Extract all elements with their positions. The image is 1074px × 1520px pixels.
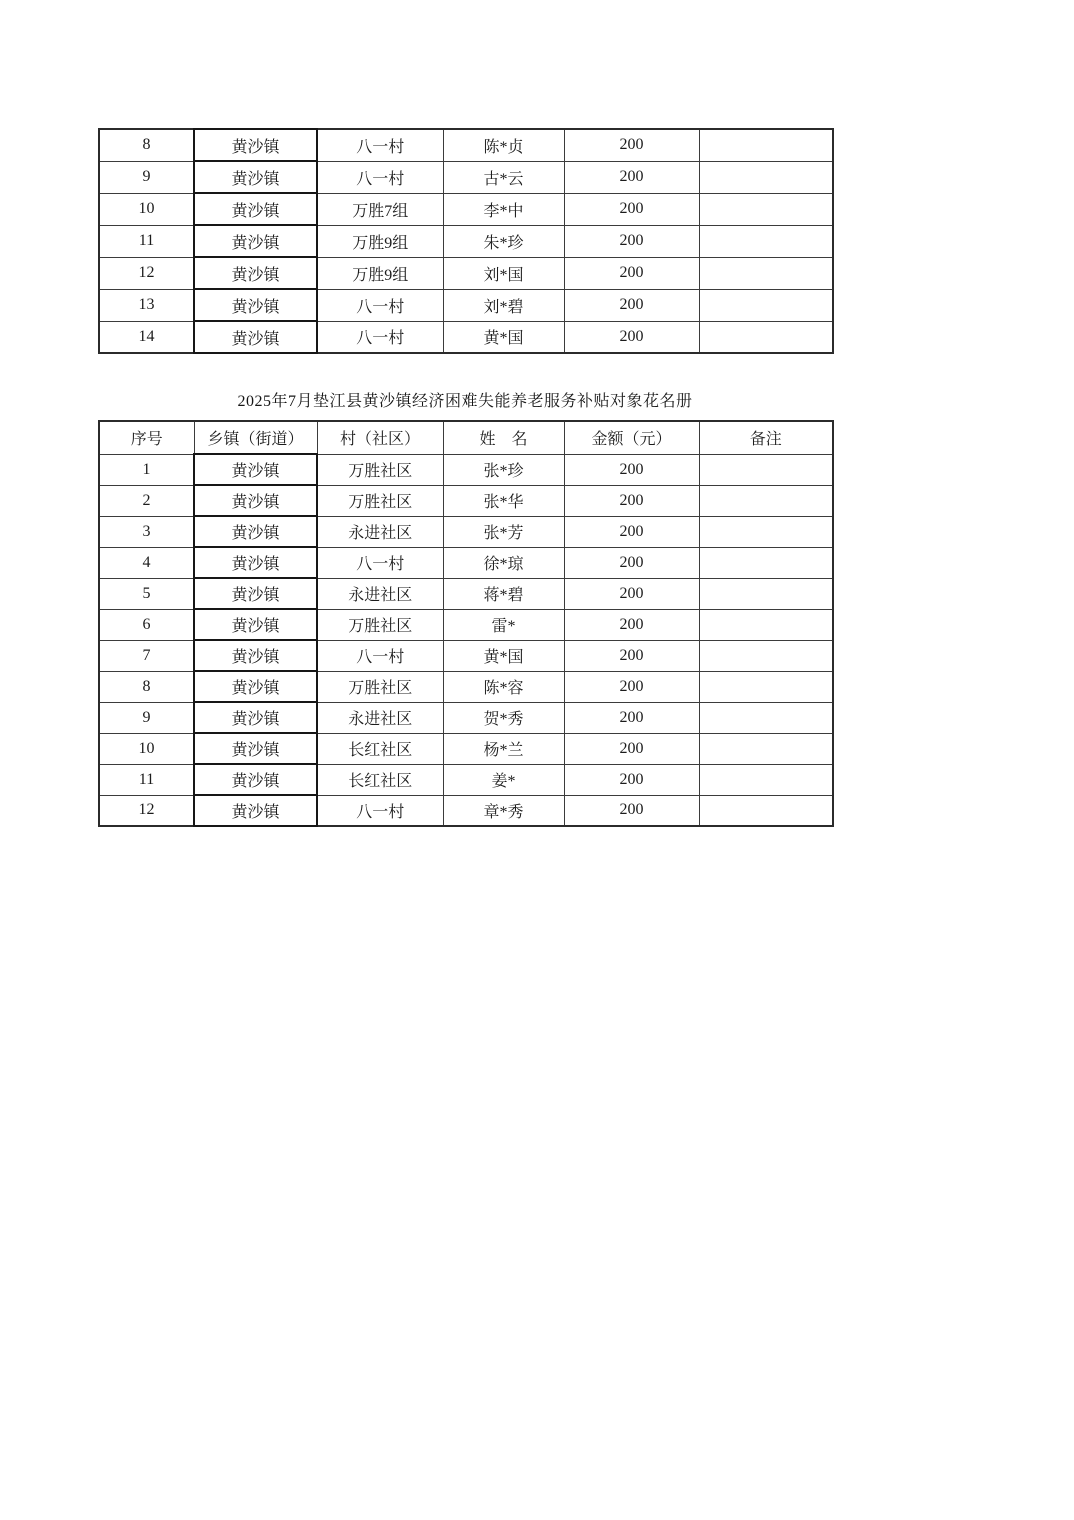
cell-town: 黄沙镇 [194, 225, 317, 257]
cell-town: 黄沙镇 [194, 193, 317, 225]
cell-remark [699, 578, 833, 609]
cell-amount: 200 [564, 547, 699, 578]
cell-name: 李*中 [443, 193, 564, 225]
cell-seq: 8 [99, 671, 194, 702]
cell-seq: 11 [99, 764, 194, 795]
cell-town: 黄沙镇 [194, 321, 317, 353]
cell-town: 黄沙镇 [194, 702, 317, 733]
cell-seq: 12 [99, 257, 194, 289]
cell-remark [699, 609, 833, 640]
cell-amount: 200 [564, 289, 699, 321]
cell-remark [699, 795, 833, 826]
cell-village: 八一村 [317, 161, 443, 193]
cell-town: 黄沙镇 [194, 671, 317, 702]
table-row [99, 578, 833, 609]
header-cell-remark: 备注 [699, 421, 833, 454]
cell-village: 八一村 [317, 129, 443, 161]
cell-remark [699, 129, 833, 161]
table-row [99, 516, 833, 547]
cell-remark [699, 321, 833, 353]
cell-town: 黄沙镇 [194, 454, 317, 485]
cell-amount: 200 [564, 795, 699, 826]
document-content [98, 128, 834, 827]
cell-seq: 1 [99, 454, 194, 485]
table-row [99, 640, 833, 671]
cell-village: 长红社区 [317, 764, 443, 795]
cell-remark [699, 454, 833, 485]
cell-amount: 200 [564, 516, 699, 547]
roster-table [98, 420, 834, 827]
cell-amount: 200 [564, 671, 699, 702]
header-cell-town: 乡镇（街道） [194, 421, 317, 454]
cell-amount: 200 [564, 129, 699, 161]
cell-seq: 14 [99, 321, 194, 353]
cell-seq: 2 [99, 485, 194, 516]
cell-name: 雷* [443, 609, 564, 640]
cell-town: 黄沙镇 [194, 257, 317, 289]
cell-amount: 200 [564, 485, 699, 516]
cell-village: 八一村 [317, 795, 443, 826]
header-cell-seq: 序号 [99, 421, 194, 454]
cell-remark [699, 161, 833, 193]
roster-table-continuation [98, 128, 834, 354]
cell-town: 黄沙镇 [194, 547, 317, 578]
cell-amount: 200 [564, 578, 699, 609]
cell-town: 黄沙镇 [194, 578, 317, 609]
header-cell-village: 村（社区） [317, 421, 443, 454]
table-row [99, 257, 833, 289]
cell-seq: 12 [99, 795, 194, 826]
cell-village: 八一村 [317, 289, 443, 321]
cell-seq: 13 [99, 289, 194, 321]
cell-remark [699, 289, 833, 321]
cell-seq: 9 [99, 702, 194, 733]
cell-town: 黄沙镇 [194, 485, 317, 516]
cell-seq: 11 [99, 225, 194, 257]
cell-village: 永进社区 [317, 516, 443, 547]
cell-name: 陈*贞 [443, 129, 564, 161]
table-row [99, 454, 833, 485]
cell-seq: 3 [99, 516, 194, 547]
table-row [99, 321, 833, 353]
cell-village: 八一村 [317, 547, 443, 578]
cell-village: 八一村 [317, 640, 443, 671]
table-row [99, 225, 833, 257]
table-header-row [99, 421, 833, 454]
cell-remark [699, 516, 833, 547]
cell-name: 黄*国 [443, 640, 564, 671]
table-row [99, 485, 833, 516]
cell-remark [699, 225, 833, 257]
cell-amount: 200 [564, 321, 699, 353]
cell-amount: 200 [564, 193, 699, 225]
cell-name: 蒋*碧 [443, 578, 564, 609]
cell-town: 黄沙镇 [194, 733, 317, 764]
cell-village: 八一村 [317, 321, 443, 353]
cell-remark [699, 257, 833, 289]
roster-title: 2025年7月垫江县黄沙镇经济困难失能养老服务补贴对象花名册 [237, 393, 693, 410]
cell-seq: 7 [99, 640, 194, 671]
table-row [99, 764, 833, 795]
table-row [99, 671, 833, 702]
cell-amount: 200 [564, 733, 699, 764]
header-cell-name: 姓 名 [443, 421, 564, 454]
cell-village: 万胜社区 [317, 454, 443, 485]
roster-table-head [99, 421, 833, 454]
cell-seq: 8 [99, 129, 194, 161]
cell-remark [699, 640, 833, 671]
cell-name: 黄*国 [443, 321, 564, 353]
cell-town: 黄沙镇 [194, 795, 317, 826]
table-row [99, 193, 833, 225]
cell-name: 朱*珍 [443, 225, 564, 257]
cell-name: 张*华 [443, 485, 564, 516]
cell-town: 黄沙镇 [194, 764, 317, 795]
cell-name: 杨*兰 [443, 733, 564, 764]
cell-remark [699, 733, 833, 764]
cell-town: 黄沙镇 [194, 609, 317, 640]
cell-amount: 200 [564, 764, 699, 795]
cell-amount: 200 [564, 454, 699, 485]
cell-town: 黄沙镇 [194, 516, 317, 547]
table-row [99, 547, 833, 578]
cell-town: 黄沙镇 [194, 129, 317, 161]
cell-village: 万胜社区 [317, 485, 443, 516]
cell-remark [699, 764, 833, 795]
table-row [99, 609, 833, 640]
cell-seq: 6 [99, 609, 194, 640]
cell-name: 张*芳 [443, 516, 564, 547]
cell-seq: 10 [99, 733, 194, 764]
cell-name: 章*秀 [443, 795, 564, 826]
cell-name: 陈*容 [443, 671, 564, 702]
cell-remark [699, 702, 833, 733]
cell-remark [699, 485, 833, 516]
cell-name: 贺*秀 [443, 702, 564, 733]
table-row [99, 289, 833, 321]
cell-amount: 200 [564, 702, 699, 733]
cell-remark [699, 671, 833, 702]
cell-name: 刘*国 [443, 257, 564, 289]
table-row [99, 795, 833, 826]
cell-village: 万胜9组 [317, 257, 443, 289]
table-row [99, 702, 833, 733]
cell-name: 古*云 [443, 161, 564, 193]
cell-amount: 200 [564, 640, 699, 671]
cell-town: 黄沙镇 [194, 161, 317, 193]
cell-remark [699, 193, 833, 225]
cell-village: 万胜7组 [317, 193, 443, 225]
cell-seq: 10 [99, 193, 194, 225]
cell-amount: 200 [564, 609, 699, 640]
header-cell-amount: 金额（元） [564, 421, 699, 454]
cell-remark [699, 547, 833, 578]
roster-continuation-body [99, 129, 833, 353]
cell-seq: 4 [99, 547, 194, 578]
cell-village: 永进社区 [317, 702, 443, 733]
cell-village: 万胜社区 [317, 671, 443, 702]
roster-body [99, 454, 833, 826]
cell-name: 徐*琼 [443, 547, 564, 578]
cell-seq: 5 [99, 578, 194, 609]
cell-amount: 200 [564, 257, 699, 289]
cell-village: 万胜9组 [317, 225, 443, 257]
cell-town: 黄沙镇 [194, 640, 317, 671]
cell-town: 黄沙镇 [194, 289, 317, 321]
table-row [99, 733, 833, 764]
cell-amount: 200 [564, 161, 699, 193]
cell-village: 永进社区 [317, 578, 443, 609]
cell-name: 姜* [443, 764, 564, 795]
cell-seq: 9 [99, 161, 194, 193]
table-row [99, 129, 833, 161]
table-row [99, 161, 833, 193]
cell-village: 万胜社区 [317, 609, 443, 640]
cell-village: 长红社区 [317, 733, 443, 764]
cell-name: 刘*碧 [443, 289, 564, 321]
cell-amount: 200 [564, 225, 699, 257]
cell-name: 张*珍 [443, 454, 564, 485]
